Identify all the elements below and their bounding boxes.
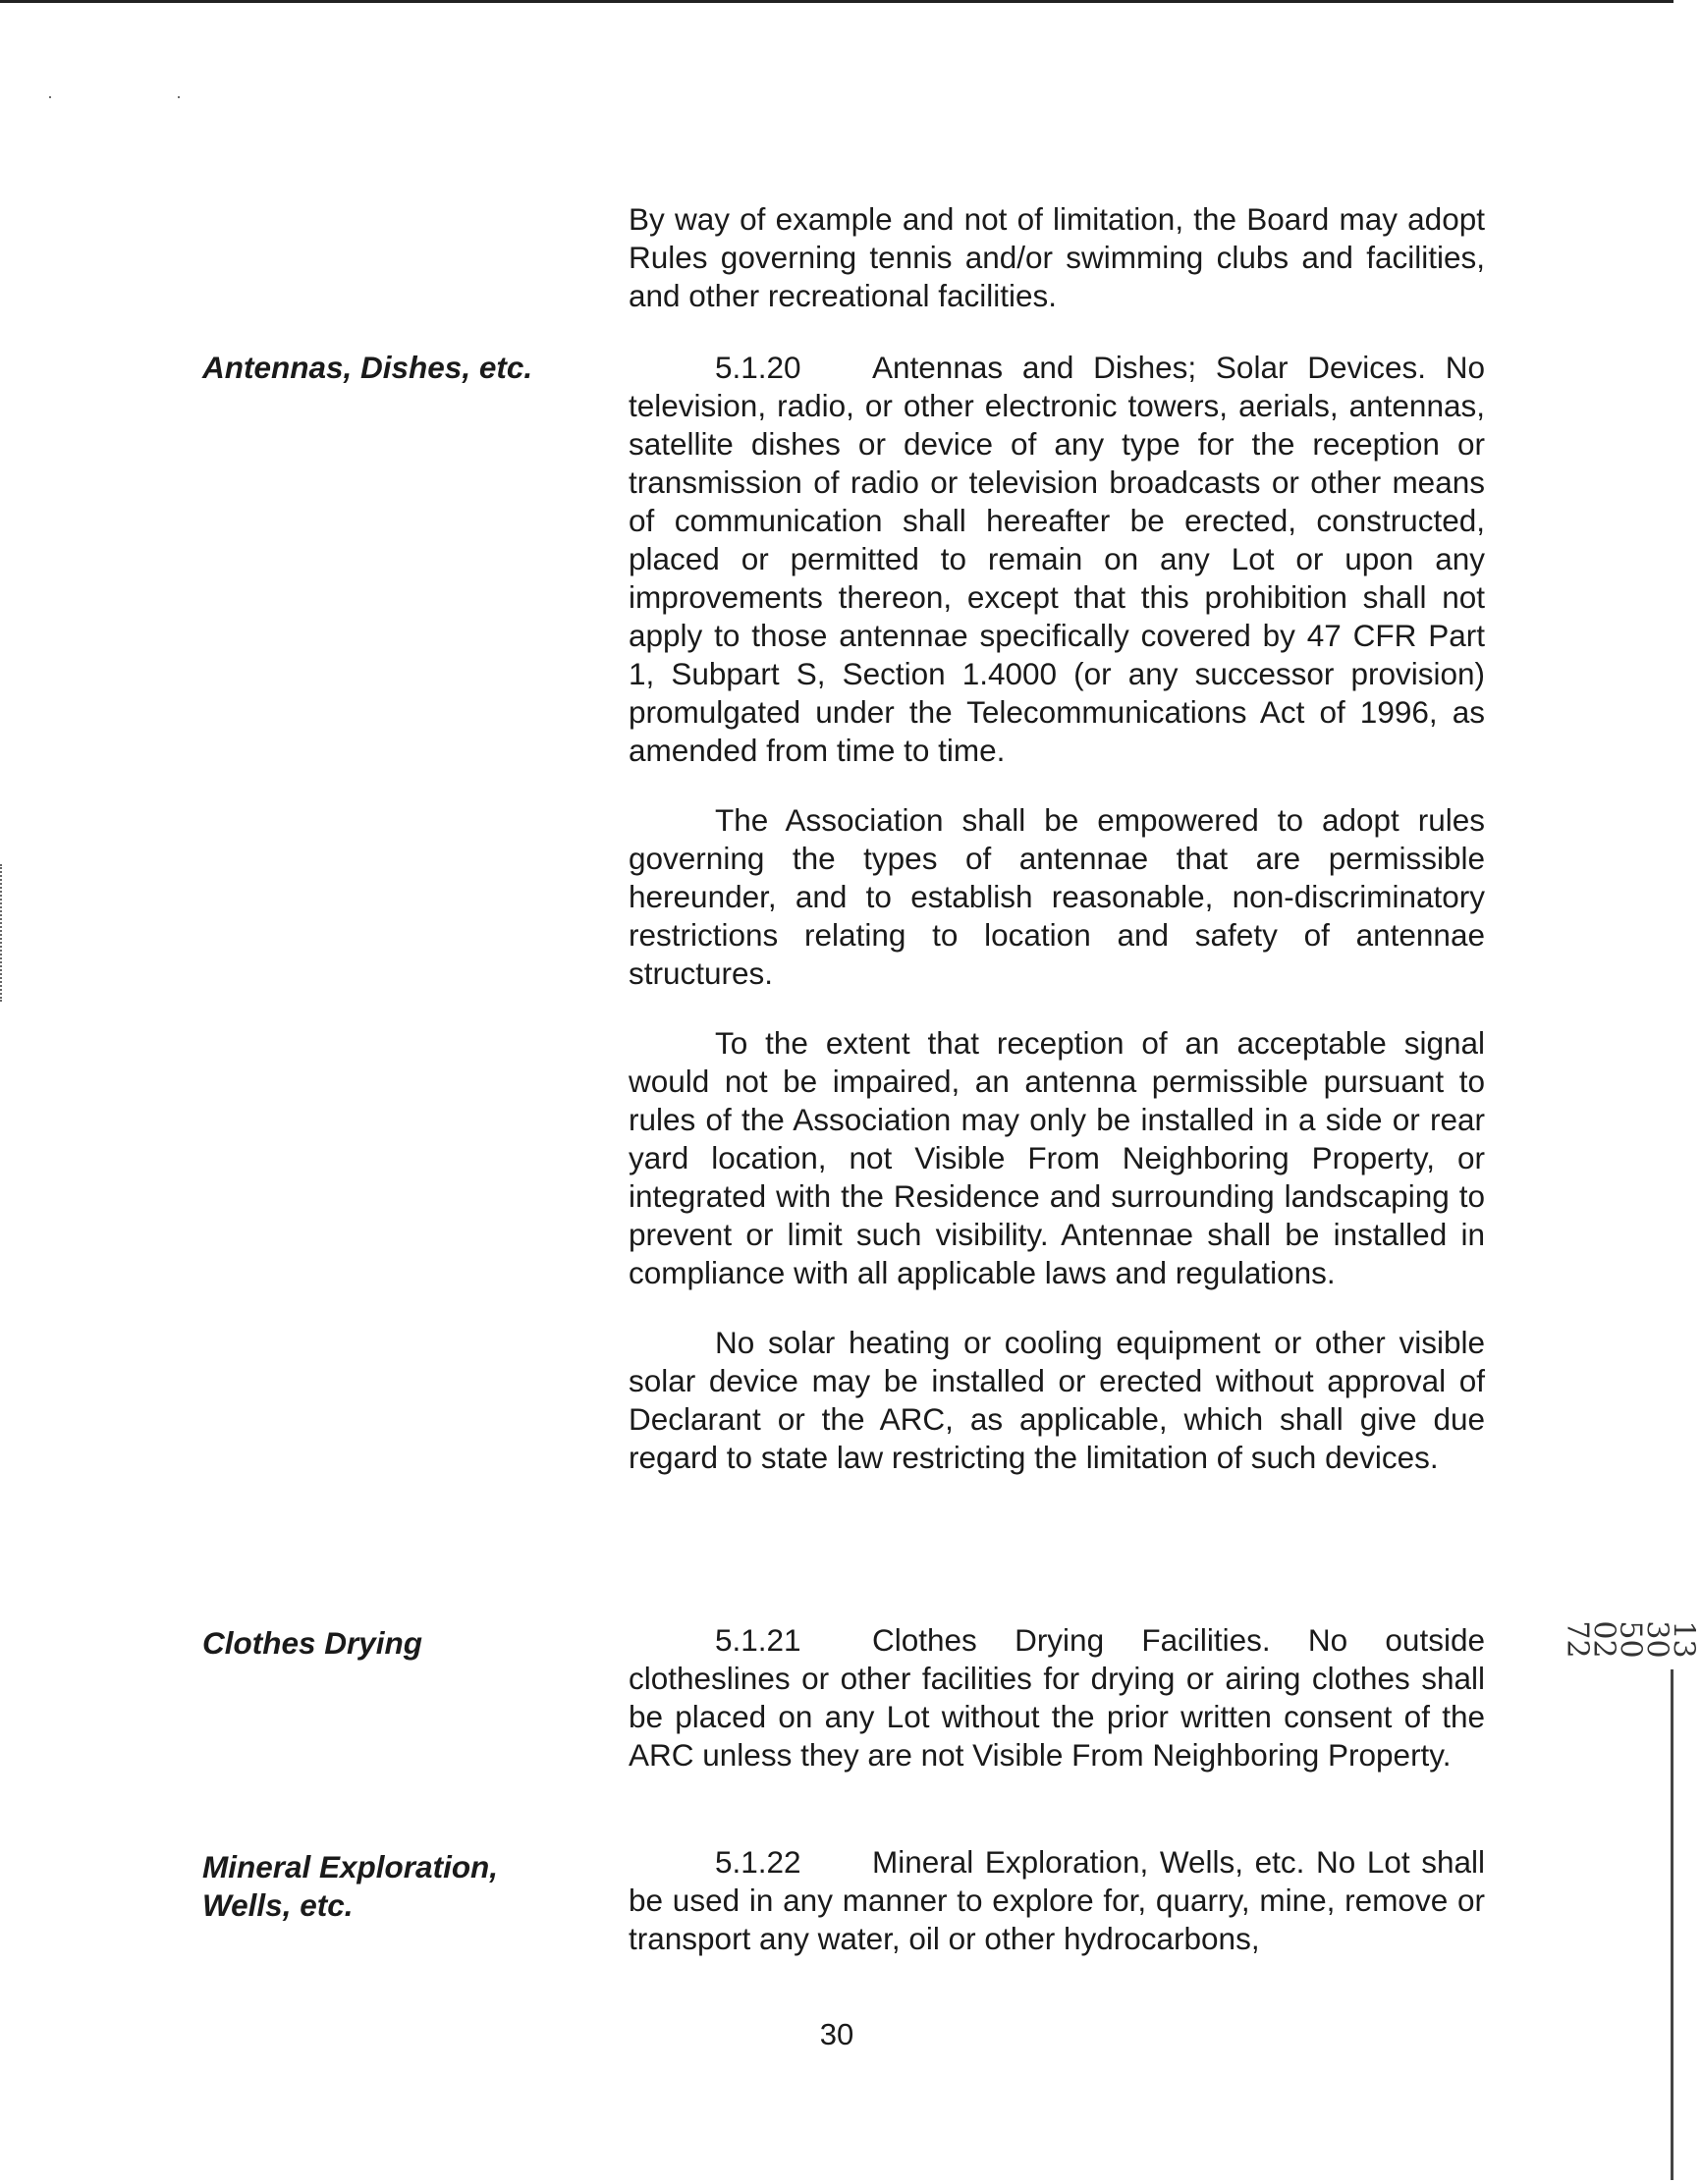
bates-number bbox=[1560, 1573, 1701, 1706]
scan-specks: · · bbox=[47, 86, 241, 106]
section-heading-clothes-drying: Clothes Drying bbox=[202, 1625, 423, 1661]
section-5-1-21 bbox=[629, 1621, 1485, 1774]
intro-paragraph bbox=[629, 200, 1485, 315]
section-5-1-20 bbox=[629, 349, 1485, 1477]
section-lead-text: Antennas and Dishes; Solar Devices. No television, radio, or other electronic towers, aerials, antennas, satellite dishes or device of any type for the reception or transmission of radio or television broadcasts or other means of communication shall hereafter be erected, constructed, placed or permitted to remain on any Lot or upon any improvements thereon, except that this prohibition shall not apply to those antennae specifically covered by 47 CFR Part 1, Subpart S, Section 1.4000 (or any successor provision) promulgated under the Telecommunications Act of 1996, as amended from time to time. bbox=[629, 350, 1485, 768]
section-5-1-20-paragraph-4: No solar heating or cooling equipment or other visible solar device may be installed or erected without approval of Declarant or the ARC, as applicable, which shall give due regard to state law restricting the limitation of such devices. bbox=[629, 1325, 1485, 1475]
section-heading-mineral-exploration bbox=[202, 1848, 595, 1925]
section-5-1-20-lead-paragraph bbox=[629, 349, 1485, 770]
page-number: 30 bbox=[819, 2017, 854, 2051]
section-lead-text: Clothes Drying Facilities. No outside clotheslines or other facilities for drying or airing clothes shall be placed on any Lot without the prior written consent of the ARC unless they are not Visible From Neighboring Property. bbox=[629, 1622, 1485, 1773]
section-5-1-20-paragraph-2: The Association shall be empowered to adopt rules governing the types of antennae that are permissible hereunder, and to establish reasonable, non-discriminatory restrictions relating to location and safety of antennae structures. bbox=[629, 802, 1485, 991]
bates-number-text: 1330500272 bbox=[1560, 1620, 1701, 1659]
section-number: 5.1.21 bbox=[715, 1622, 801, 1658]
section-5-1-21-lead-paragraph bbox=[629, 1621, 1485, 1774]
section-lead-text: Mineral Exploration, Wells, etc. No Lot shall be used in any manner to explore for, quarry, mine, remove or transport any water, oil or other hydrocarbons, bbox=[629, 1844, 1485, 1956]
section-5-1-20-paragraph-3: To the extent that reception of an acceptable signal would not be impaired, an antenna permissible pursuant to rules of the Association may only be installed in a side or rear yard location, not Visible From Neighboring Property, or integrated with the Residence and surrounding landscaping to prevent or limit such visibility. Antennae shall be installed in compliance with all applicable laws and regulations. bbox=[629, 1025, 1485, 1290]
heading-line-1: Mineral Exploration, bbox=[202, 1849, 499, 1884]
section-heading-antennas: Antennas, Dishes, etc. bbox=[202, 350, 533, 385]
heading-line-2: Wells, etc. bbox=[202, 1887, 354, 1923]
section-5-1-22 bbox=[629, 1843, 1485, 1958]
section-number: 5.1.20 bbox=[715, 350, 801, 385]
top-border-line bbox=[0, 0, 1674, 3]
scan-right-edge bbox=[1671, 1669, 1674, 2180]
intro-text: By way of example and not of limitation, the Board may adopt Rules governing tennis and/or swimming clubs and facilities, and other recreational facilities. bbox=[629, 201, 1485, 313]
scan-edge-marks bbox=[0, 864, 4, 1002]
section-number: 5.1.22 bbox=[715, 1844, 801, 1880]
section-5-1-22-lead-paragraph bbox=[629, 1843, 1485, 1958]
